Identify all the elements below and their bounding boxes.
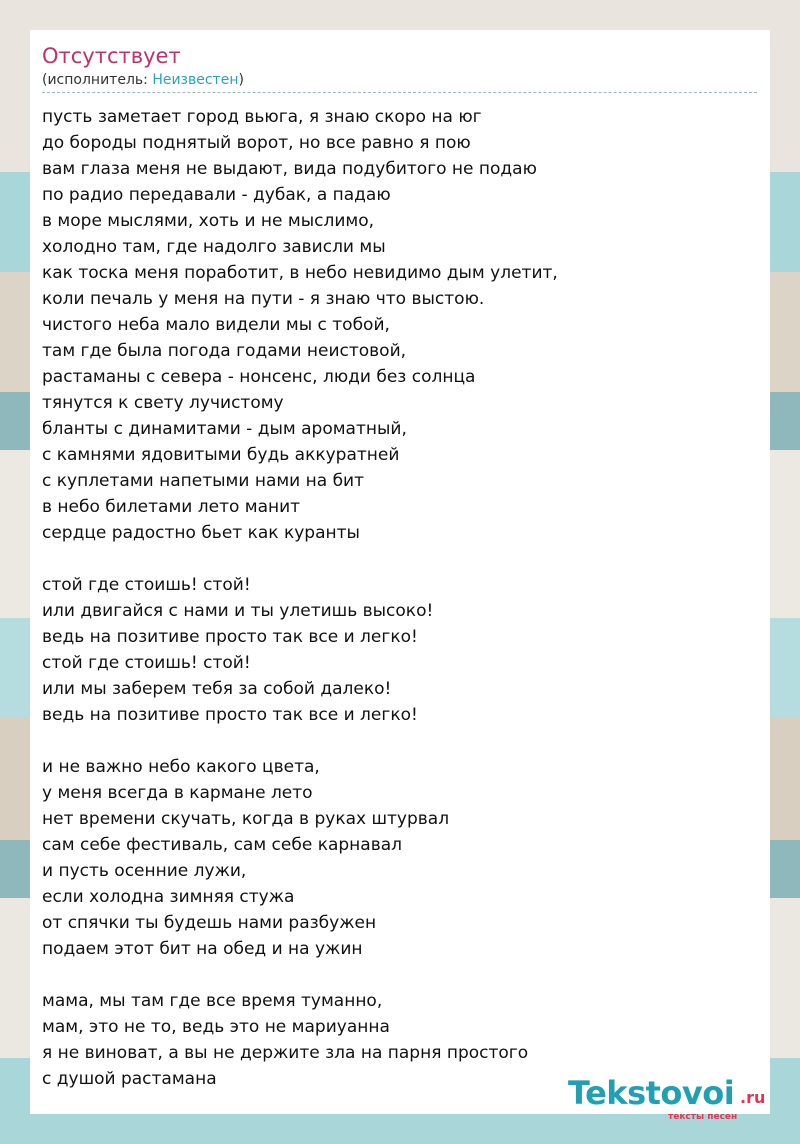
lyric-line: если холодна зимняя стужа bbox=[42, 887, 295, 907]
lyric-line: или двигайся с нами и ты улетишь высоко! bbox=[42, 601, 434, 621]
lyric-line: или мы заберем тебя за собой далеко! bbox=[42, 679, 392, 699]
logo-domain: .ru bbox=[740, 1088, 766, 1107]
lyric-line: в море мыслями, хоть и не мыслимо, bbox=[42, 211, 375, 231]
lyric-line: по радио передавали - дубак, а падаю bbox=[42, 185, 391, 205]
lyric-line: подаем этот бит на обед и на ужин bbox=[42, 939, 363, 959]
lyric-line: у меня всегда в кармане лето bbox=[42, 783, 313, 803]
lyric-line: с куплетами напетыми нами на бит bbox=[42, 471, 365, 491]
lyric-line: бланты с динамитами - дым ароматный, bbox=[42, 419, 407, 439]
stanza-break bbox=[42, 962, 558, 988]
title-divider bbox=[42, 92, 757, 93]
stanza-break bbox=[42, 546, 558, 572]
site-logo[interactable] bbox=[568, 1074, 773, 1122]
lyric-line: с камнями ядовитыми будь аккуратней bbox=[42, 445, 400, 465]
lyric-line: растаманы с севера - нонсенс, люди без солнца bbox=[42, 367, 476, 387]
lyric-line: чистого неба мало видели мы с тобой, bbox=[42, 315, 390, 335]
lyric-line: стой где стоишь! стой! bbox=[42, 653, 251, 673]
logo-wordmark: Tekstovoi bbox=[568, 1074, 735, 1112]
lyric-line: до бороды поднятый ворот, но все равно я пою bbox=[42, 133, 471, 153]
lyric-line: ведь на позитиве просто так все и легко! bbox=[42, 705, 418, 725]
lyrics-card bbox=[30, 30, 770, 1122]
artist-suffix: ) bbox=[238, 72, 244, 88]
song-title: Отсутствует bbox=[42, 44, 181, 68]
lyric-line: мама, мы там где все время туманно, bbox=[42, 991, 383, 1011]
lyric-line: от спячки ты будешь нами разбужен bbox=[42, 913, 377, 933]
lyric-line: и пусть осенние лужи, bbox=[42, 861, 247, 881]
lyric-line: тянутся к свету лучистому bbox=[42, 393, 284, 413]
stanza-break bbox=[42, 728, 558, 754]
lyric-line: холодно там, где надолго зависли мы bbox=[42, 237, 386, 257]
lyric-line: нет времени скучать, когда в руках штурвал bbox=[42, 809, 450, 829]
lyric-line: как тоска меня поработит, в небо невидимо дым улетит, bbox=[42, 263, 558, 283]
lyric-line: я не виноват, а вы не держите зла на парня простого bbox=[42, 1043, 529, 1063]
artist-line bbox=[42, 72, 244, 88]
lyric-line: там где была погода годами неистовой, bbox=[42, 341, 407, 361]
lyric-line: и не важно небо какого цвета, bbox=[42, 757, 320, 777]
lyric-line: с душой растамана bbox=[42, 1069, 217, 1089]
lyric-line: сам себе фестиваль, сам себе карнавал bbox=[42, 835, 403, 855]
lyric-line: мам, это не то, ведь это не мариуанна bbox=[42, 1017, 390, 1037]
logo-tagline: тексты песен bbox=[668, 1112, 738, 1122]
lyrics-body bbox=[42, 104, 558, 1092]
lyric-line: пусть заметает город вьюга, я знаю скоро на юг bbox=[42, 107, 482, 127]
lyric-line: в небо билетами лето манит bbox=[42, 497, 301, 517]
artist-prefix: (исполнитель: bbox=[42, 72, 153, 88]
lyric-line: сердце радостно бьет как куранты bbox=[42, 523, 360, 543]
lyric-line: коли печаль у меня на пути - я знаю что выстою. bbox=[42, 289, 485, 309]
lyric-line: ведь на позитиве просто так все и легко! bbox=[42, 627, 418, 647]
artist-link[interactable]: Неизвестен bbox=[152, 72, 239, 88]
lyric-line: вам глаза меня не выдают, вида подубитого не подаю bbox=[42, 159, 537, 179]
lyric-line: стой где стоишь! стой! bbox=[42, 575, 251, 595]
